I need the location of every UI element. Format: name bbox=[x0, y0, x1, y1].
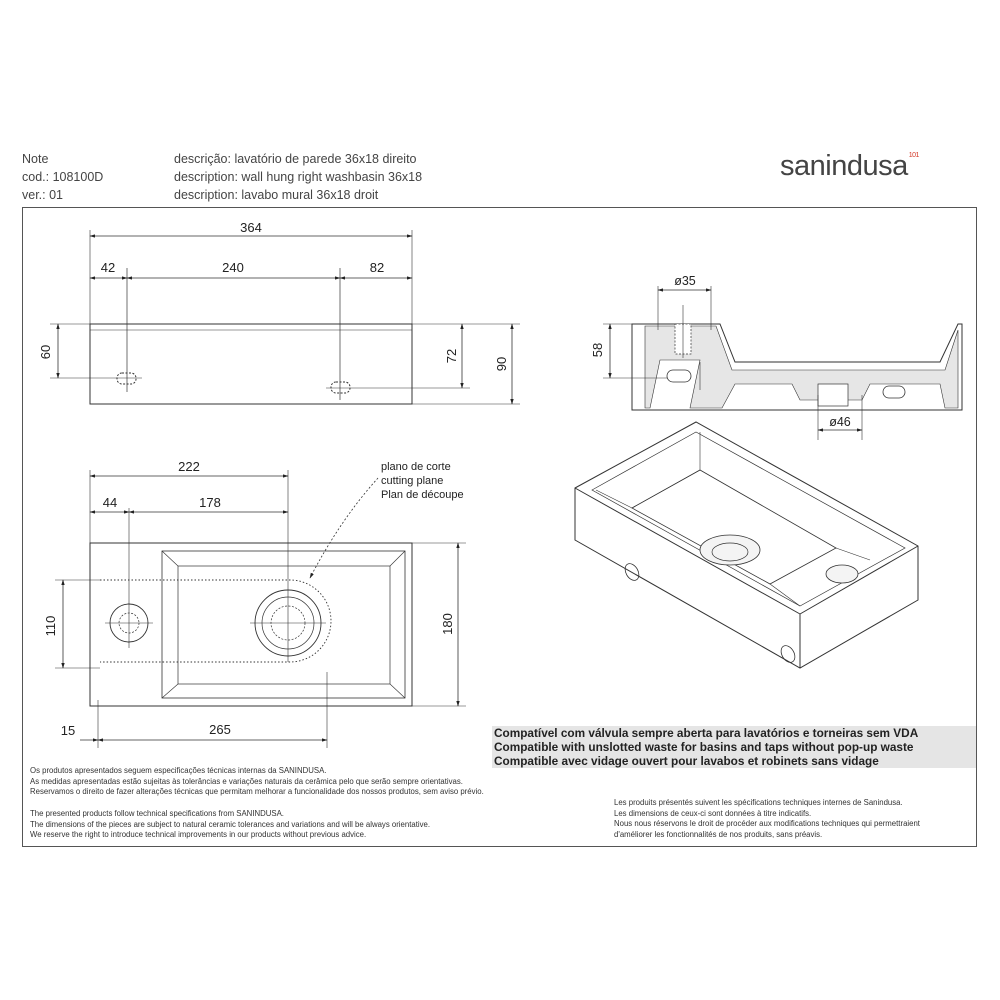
note-fr-3: Nous nous réservons le droit de procéder aux modifications techniques qui permettraient bbox=[614, 819, 920, 828]
dim-section-height: 58 bbox=[590, 342, 605, 358]
notes-en bbox=[30, 809, 430, 841]
note-pt-3: Reservamos o direito de fazer alterações técnicas que permitam melhorar a funcionalidade dos nossos produtos, sem aviso prévio. bbox=[30, 787, 484, 796]
dim-depth: 180 bbox=[440, 613, 455, 635]
front-view-outline bbox=[90, 324, 412, 404]
note-en-2: The dimensions of the pieces are subject to natural ceramic tolerances and variations and will be always orientative. bbox=[30, 819, 431, 829]
note-en-3: We reserve the right to introduce technical improvements in our products without previous advice. bbox=[30, 830, 367, 839]
dim-top-middle: 178 bbox=[199, 495, 221, 510]
cutting-plane-outline bbox=[100, 580, 331, 662]
description-en: description: wall hung right washbasin 36x18 bbox=[174, 170, 423, 184]
dim-tap-hole-diameter: ø35 bbox=[674, 274, 696, 288]
iso-waste bbox=[700, 535, 760, 565]
dim-top-width: 222 bbox=[178, 459, 200, 474]
overflow-hole-front bbox=[331, 382, 350, 393]
notes-fr bbox=[614, 798, 920, 840]
dim-bottom: 265 bbox=[209, 722, 231, 737]
dim-top-left: 44 bbox=[102, 495, 118, 510]
iso-tap-hole bbox=[826, 565, 858, 583]
section-view bbox=[603, 286, 962, 440]
note-label: Note bbox=[22, 152, 49, 166]
compatibility-en: Compatible with unslotted waste for basins and taps without pop-up waste bbox=[494, 740, 914, 754]
description-fr: description: lavabo mural 36x18 droit bbox=[174, 188, 379, 202]
dim-hole-zone: 110 bbox=[43, 615, 58, 637]
dim-front-left: 42 bbox=[100, 260, 116, 275]
dim-overflow-height: 72 bbox=[444, 348, 459, 364]
dim-front-right: 82 bbox=[369, 260, 385, 275]
dim-total-height: 90 bbox=[494, 356, 509, 372]
dim-hole-height: 60 bbox=[38, 344, 53, 360]
cutting-plane-label-pt: plano de corte bbox=[381, 461, 451, 473]
product-version: ver.: 01 bbox=[22, 188, 63, 202]
product-code: cod.: 108100D bbox=[22, 170, 104, 184]
compatibility-box bbox=[492, 726, 976, 768]
note-en-1: The presented products follow technical specifications from SANINDUSA. bbox=[30, 809, 284, 818]
dim-total-width: 364 bbox=[240, 220, 262, 235]
dim-front-middle: 240 bbox=[222, 260, 244, 275]
description-pt: descrição: lavatório de parede 36x18 direito bbox=[174, 152, 417, 166]
note-pt-2: As medidas apresentadas estão sujeitas às tolerâncias e variações naturais da cerâmica pelo que serão sempre orientativas. bbox=[30, 776, 463, 786]
note-fr-1: Les produits présentés suivent les spécifications techniques internes de Sanindusa. bbox=[614, 798, 903, 807]
cutting-plane-label-fr: Plan de découpe bbox=[381, 489, 464, 501]
dim-waste-diameter: ø46 bbox=[829, 415, 851, 429]
note-fr-4: d'améliorer les fonctionnalités de nos produits, sans préavis. bbox=[614, 829, 823, 839]
cutting-plane-label-en: cutting plane bbox=[381, 475, 444, 487]
top-view bbox=[55, 470, 466, 748]
tap-hole-front bbox=[117, 373, 136, 384]
bowl-outer bbox=[162, 551, 405, 698]
logo-mark: 101 bbox=[908, 152, 919, 159]
notes-pt bbox=[30, 766, 484, 798]
bowl-inner bbox=[178, 566, 390, 684]
compatibility-pt: Compatível com válvula sempre aberta para lavatórios e torneiras sem VDA bbox=[494, 726, 919, 740]
compatibility-fr: Compatible avec vidage ouvert pour lavabos et robinets sans vidage bbox=[494, 754, 879, 768]
isometric-view bbox=[575, 422, 918, 668]
front-view bbox=[50, 230, 520, 404]
note-fr-2: Les dimensions de ceux-ci sont données à titre indicatifs. bbox=[614, 808, 812, 818]
dim-edge: 15 bbox=[60, 723, 76, 738]
top-view-outline bbox=[90, 543, 412, 706]
note-pt-1: Os produtos apresentados seguem especificações técnicas internas da SANINDUSA. bbox=[30, 766, 327, 775]
logo-text: sanindusa bbox=[780, 150, 908, 182]
